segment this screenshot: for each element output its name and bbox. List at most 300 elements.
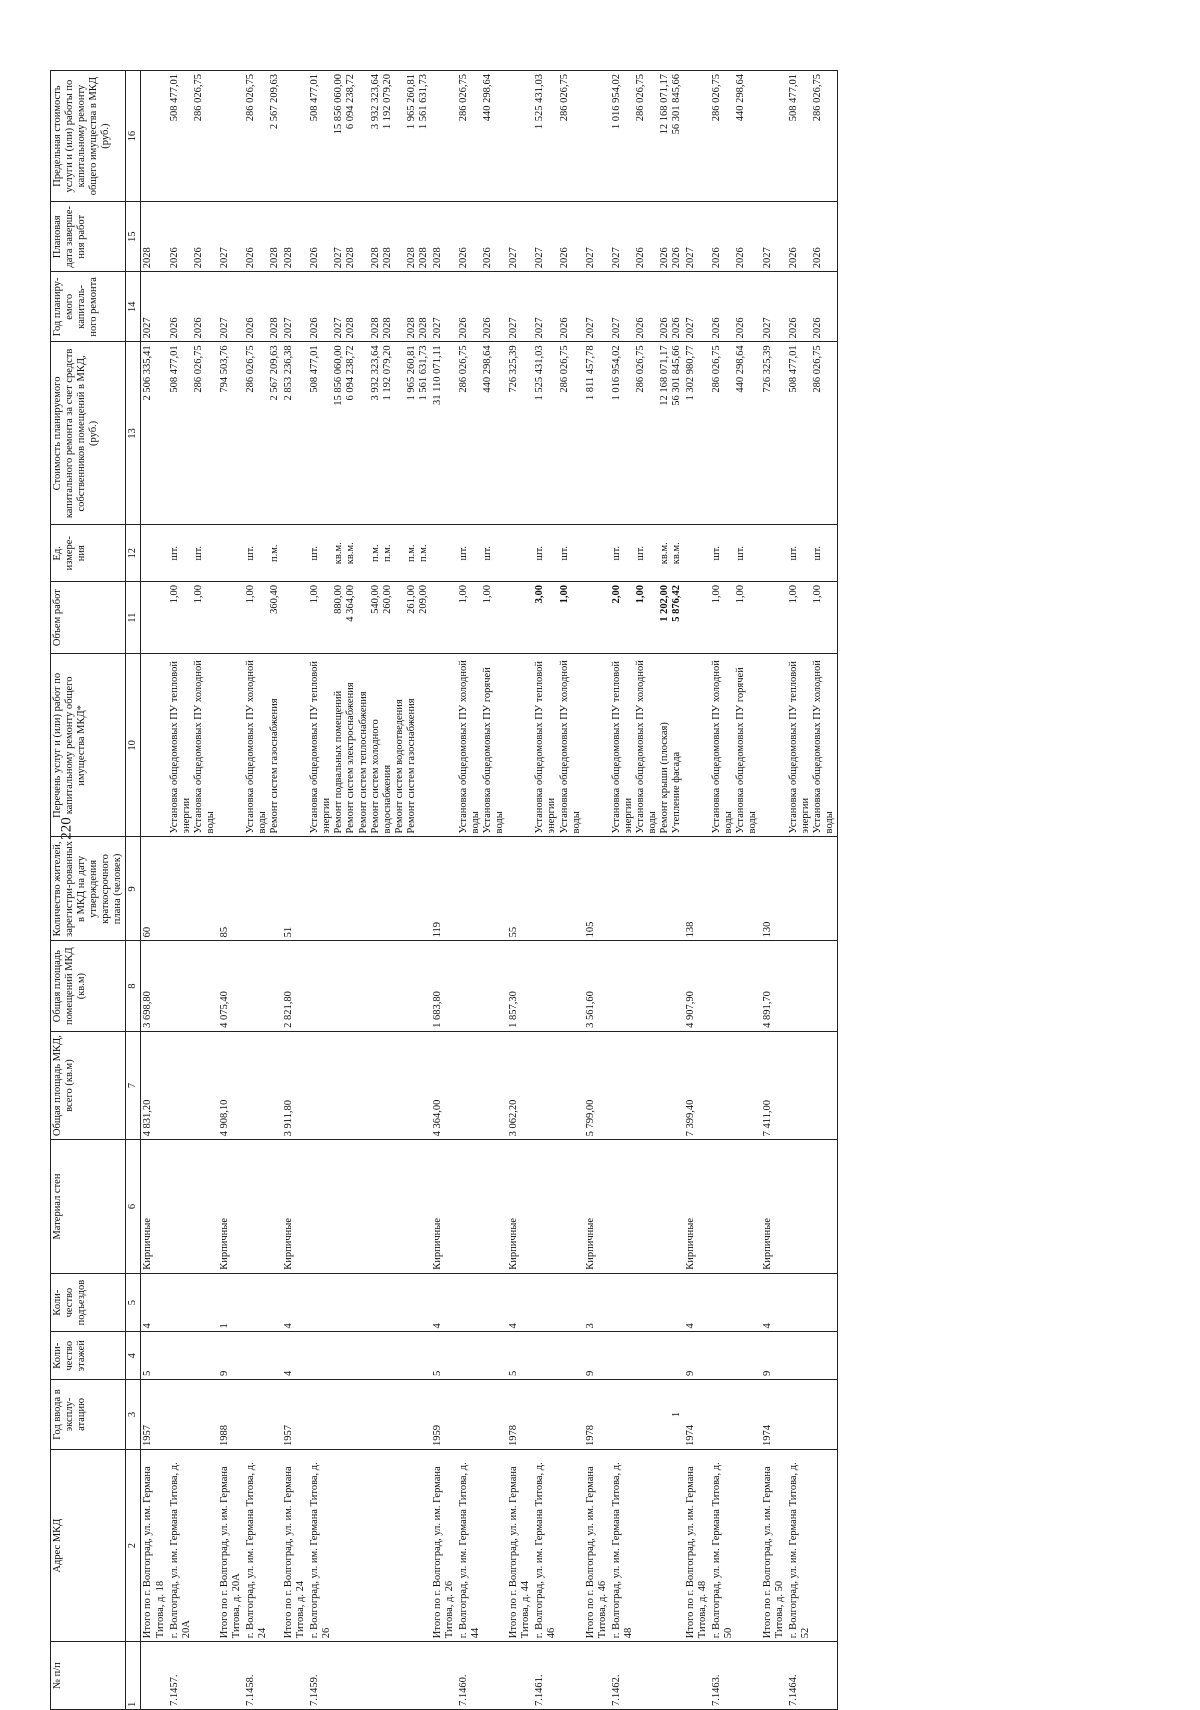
column-number: 7 xyxy=(126,1031,141,1140)
column-number: 8 xyxy=(126,941,141,1031)
total-area-cell xyxy=(787,1031,838,1140)
table-header xyxy=(51,71,141,1710)
repair-year-cell: 2026 2026 xyxy=(710,272,760,342)
page-number: 220 xyxy=(58,817,75,840)
wall-material-cell xyxy=(787,1140,838,1273)
address-cell: г. Волгоград, ул. им. Германа Титова, д. 46 xyxy=(533,1450,583,1642)
works-list-cell xyxy=(431,654,457,837)
floors-cell xyxy=(787,1332,838,1379)
premises-area-cell xyxy=(533,941,583,1031)
works-list-cell xyxy=(761,654,787,837)
commission-year-cell xyxy=(168,1379,218,1449)
repair-year-cell: 2027 xyxy=(761,272,787,342)
repair-year-cell: 2027 xyxy=(507,272,533,342)
column-number: 4 xyxy=(126,1332,141,1379)
unit-cell: шт. кв.м. кв.м. п.м. п.м. п.м. п.м. xyxy=(308,525,431,582)
planned-cost-cell: 31 110 071,11 xyxy=(431,342,457,525)
total-area-cell xyxy=(244,1031,282,1140)
unit-cell xyxy=(584,525,610,582)
commission-year-cell xyxy=(710,1379,760,1449)
wall-material-cell: Кирпичные xyxy=(218,1140,244,1273)
commission-year-cell: 1974 xyxy=(761,1379,787,1449)
work-volume-cell xyxy=(684,582,710,654)
wall-material-cell xyxy=(710,1140,760,1273)
header-cell: Год ввода в эксплу-атацию xyxy=(51,1379,126,1449)
header-cell: Коли-чество подъездов xyxy=(51,1273,126,1332)
max-cost-cell: 508 477,01 286 026,75 xyxy=(787,71,838,202)
works-list-cell: Установка общедомовых ПУ холодной воды Ремонт систем газоснабжения xyxy=(244,654,282,837)
premises-area-cell: 2 821,80 xyxy=(282,941,308,1031)
unit-cell: шт. п.м. xyxy=(244,525,282,582)
table-row xyxy=(168,71,218,1710)
unit-cell xyxy=(141,525,168,582)
commission-year-cell: 1978 xyxy=(507,1379,533,1449)
completion-date-cell: 2027 xyxy=(761,202,787,272)
completion-date-cell: 2026 2026 xyxy=(787,202,838,272)
commission-year-cell: 1957 xyxy=(141,1379,168,1449)
entrances-cell: 4 xyxy=(761,1273,787,1332)
max-cost-cell xyxy=(684,71,710,202)
total-area-cell: 7 411,00 xyxy=(761,1031,787,1140)
address-cell: г. Волгоград, ул. им. Германа Титова, д. 52 xyxy=(787,1450,838,1642)
commission-year-cell xyxy=(787,1379,838,1449)
works-list-cell: Установка общедомовых ПУ холодной воды Установка общедомовых ПУ горячей воды xyxy=(457,654,507,837)
row-number: 7.1464. xyxy=(787,1642,838,1710)
works-list-cell: Установка общедомовых ПУ тепловой энергии Установка общедомовых ПУ холодной воды xyxy=(533,654,583,837)
commission-year-cell: 1974 xyxy=(684,1379,710,1449)
completion-date-cell: 2026 2026 xyxy=(168,202,218,272)
table-row xyxy=(584,71,610,1710)
header-cell: Перечень услуг и (или) работ по капитальному ремонту общего имущества МКД* xyxy=(51,654,126,837)
repair-year-cell: 2026 2028 xyxy=(244,272,282,342)
residents-cell xyxy=(610,837,684,941)
residents-cell xyxy=(787,837,838,941)
completion-date-cell: 2026 2026 xyxy=(457,202,507,272)
entrances-cell xyxy=(533,1273,583,1332)
entrances-cell xyxy=(308,1273,431,1332)
floors-cell: 9 xyxy=(584,1332,610,1379)
repair-year-cell: 2027 2026 2026 2026 xyxy=(610,272,684,342)
table-row xyxy=(710,71,760,1710)
completion-date-cell: 2026 2026 xyxy=(710,202,760,272)
commission-year-cell: 1988 xyxy=(218,1379,244,1449)
completion-date-cell: 2028 xyxy=(282,202,308,272)
floors-cell: 5 xyxy=(507,1332,533,1379)
works-list-cell: Установка общедомовых ПУ тепловой энергии Установка общедомовых ПУ холодной воды xyxy=(787,654,838,837)
column-number: 3 xyxy=(126,1379,141,1449)
address-cell: г. Волгоград, ул. им. Германа Титова, д. 48 xyxy=(610,1450,684,1642)
row-number: 7.1459. xyxy=(308,1642,431,1710)
max-cost-cell xyxy=(761,71,787,202)
entrances-cell: 4 xyxy=(141,1273,168,1332)
completion-date-cell: 2027 xyxy=(218,202,244,272)
column-number: 12 xyxy=(126,525,141,582)
header-row xyxy=(51,71,126,1710)
repair-year-cell: 2027 xyxy=(141,272,168,342)
header-cell: Общая площадь помещений МКД (кв.м) xyxy=(51,941,126,1031)
commission-year-cell: 1959 xyxy=(431,1379,457,1449)
unit-cell: шт. шт. кв.м. кв.м. xyxy=(610,525,684,582)
address-cell: г. Волгоград, ул. им. Германа Титова, д. 26 xyxy=(308,1450,431,1642)
premises-area-cell: 1 683,80 xyxy=(431,941,457,1031)
max-cost-cell xyxy=(282,71,308,202)
completion-date-cell: 2027 xyxy=(584,202,610,272)
work-volume-cell xyxy=(218,582,244,654)
column-number: 5 xyxy=(126,1273,141,1332)
total-area-cell xyxy=(168,1031,218,1140)
entrances-cell: 4 xyxy=(282,1273,308,1332)
max-cost-cell: 286 026,75 2 567 209,63 xyxy=(244,71,282,202)
work-volume-cell: 1,00 1,00 xyxy=(457,582,507,654)
wall-material-cell xyxy=(244,1140,282,1273)
residents-cell: 51 xyxy=(282,837,308,941)
table-row xyxy=(218,71,244,1710)
works-list-cell: Установка общедомовых ПУ тепловой энергии Ремонт подвальных помещений Ремонт систем электроснабжения Ремонт систем теплоснабжения Ремонт систем холодного водоснабжения Ремонт систем водоотведения Ремонт систем газоснабжения xyxy=(308,654,431,837)
commission-year-cell xyxy=(457,1379,507,1449)
premises-area-cell: 3 698,80 xyxy=(141,941,168,1031)
total-area-cell xyxy=(610,1031,684,1140)
repair-year-cell: 2026 2026 xyxy=(168,272,218,342)
floors-cell: 9 xyxy=(761,1332,787,1379)
premises-area-cell xyxy=(168,941,218,1031)
premises-area-cell xyxy=(710,941,760,1031)
floors-cell xyxy=(244,1332,282,1379)
work-volume-cell xyxy=(141,582,168,654)
floors-cell: 5 xyxy=(431,1332,457,1379)
wall-material-cell xyxy=(533,1140,583,1273)
premises-area-cell xyxy=(457,941,507,1031)
work-volume-cell: 1,00 880,00 4 364,00 540,00 260,00 261,00 209,00 xyxy=(308,582,431,654)
unit-cell: шт. шт. xyxy=(710,525,760,582)
unit-cell: шт. шт. xyxy=(457,525,507,582)
wall-material-cell: Кирпичные xyxy=(282,1140,308,1273)
wall-material-cell xyxy=(308,1140,431,1273)
floors-cell xyxy=(168,1332,218,1379)
works-list-cell: Установка общедомовых ПУ холодной воды Установка общедомовых ПУ горячей воды xyxy=(710,654,760,837)
table-row xyxy=(761,71,787,1710)
row-number xyxy=(431,1642,457,1710)
wall-material-cell: Кирпичные xyxy=(431,1140,457,1273)
entrances-cell: 4 xyxy=(431,1273,457,1332)
floors-cell: 9 xyxy=(684,1332,710,1379)
floors-cell xyxy=(533,1332,583,1379)
header-cell: Плановая дата заверше-ния работ xyxy=(51,202,126,272)
works-list-cell xyxy=(684,654,710,837)
residents-cell: 138 xyxy=(684,837,710,941)
residents-cell xyxy=(457,837,507,941)
column-number: 11 xyxy=(126,582,141,654)
entrances-cell: 3 xyxy=(584,1273,610,1332)
max-cost-cell xyxy=(507,71,533,202)
entrances-cell: 4 xyxy=(507,1273,533,1332)
table-row xyxy=(282,71,308,1710)
completion-date-cell: 2028 xyxy=(431,202,457,272)
completion-date-cell: 2026 2027 2028 2028 2028 2028 2028 xyxy=(308,202,431,272)
work-volume-cell xyxy=(507,582,533,654)
wall-material-cell: Кирпичные xyxy=(684,1140,710,1273)
max-cost-cell: 508 477,01 15 856 060,00 6 094 238,72 3 932 323,64 1 192 079,20 1 965 260,81 1 561 631,73 xyxy=(308,71,431,202)
header-cell: № п/п xyxy=(51,1642,126,1710)
floors-cell xyxy=(308,1332,431,1379)
premises-area-cell xyxy=(610,941,684,1031)
header-cell: Объем работ xyxy=(51,582,126,654)
column-number: 14 xyxy=(126,272,141,342)
address-cell: г. Волгоград, ул. им. Германа Титова, д. 24 xyxy=(244,1450,282,1642)
max-cost-cell: 286 026,75 440 298,64 xyxy=(710,71,760,202)
table-row xyxy=(244,71,282,1710)
header-cell: Количество жителей, зарегистри-рованных в МКД на дату утверждения краткосрочного плана (человек) xyxy=(51,837,126,941)
total-area-cell: 4 364,00 xyxy=(431,1031,457,1140)
planned-cost-cell: 726 325,39 xyxy=(761,342,787,525)
residents-cell xyxy=(168,837,218,941)
row-number xyxy=(282,1642,308,1710)
commission-year-cell xyxy=(244,1379,282,1449)
premises-area-cell: 4 907,90 xyxy=(684,941,710,1031)
header-cell: Коли-чество этажей xyxy=(51,1332,126,1379)
header-cell: Материал стен xyxy=(51,1140,126,1273)
commission-year-cell xyxy=(308,1379,431,1449)
planned-cost-cell: 1 302 980,77 xyxy=(684,342,710,525)
planned-cost-cell: 508 477,01 15 856 060,00 6 094 238,72 3 932 323,64 1 192 079,20 1 965 260,81 1 561 631,73 xyxy=(308,342,431,525)
works-list-cell xyxy=(141,654,168,837)
total-area-cell: 4 908,10 xyxy=(218,1031,244,1140)
residents-cell: 130 xyxy=(761,837,787,941)
max-cost-cell: 508 477,01 286 026,75 xyxy=(168,71,218,202)
premises-area-cell: 4 075,40 xyxy=(218,941,244,1031)
residents-cell: 85 xyxy=(218,837,244,941)
planned-cost-cell: 794 503,76 xyxy=(218,342,244,525)
works-list-cell xyxy=(507,654,533,837)
completion-date-cell: 2026 2028 xyxy=(244,202,282,272)
unit-cell: шт. шт. xyxy=(787,525,838,582)
wall-material-cell xyxy=(457,1140,507,1273)
column-number: 9 xyxy=(126,837,141,941)
max-cost-cell: 1 016 954,02 286 026,75 12 168 071,17 56 301 845,66 xyxy=(610,71,684,202)
wall-material-cell: Кирпичные xyxy=(584,1140,610,1273)
repair-year-cell: 2027 xyxy=(431,272,457,342)
max-cost-cell: 286 026,75 440 298,64 xyxy=(457,71,507,202)
table-body xyxy=(141,71,837,1710)
repair-year-cell: 2027 xyxy=(282,272,308,342)
max-cost-cell xyxy=(218,71,244,202)
header-cell: Общая площадь МКД, всего (кв.м) xyxy=(51,1031,126,1140)
residents-cell xyxy=(308,837,431,941)
total-area-cell xyxy=(308,1031,431,1140)
row-number xyxy=(684,1642,710,1710)
max-cost-cell xyxy=(584,71,610,202)
unit-cell: шт. шт. xyxy=(168,525,218,582)
table-row xyxy=(507,71,533,1710)
entrances-cell xyxy=(710,1273,760,1332)
unit-cell xyxy=(761,525,787,582)
planned-cost-cell: 1 016 954,02 286 026,75 12 168 071,17 56 301 845,66 xyxy=(610,342,684,525)
table-row xyxy=(431,71,457,1710)
entrances-cell xyxy=(244,1273,282,1332)
unit-cell xyxy=(684,525,710,582)
entrances-cell xyxy=(168,1273,218,1332)
residents-cell: 119 xyxy=(431,837,457,941)
repair-year-cell: 2026 2026 xyxy=(787,272,838,342)
address-cell: г. Волгоград, ул. им. Германа Титова, д. 44 xyxy=(457,1450,507,1642)
row-number xyxy=(141,1642,168,1710)
works-list-cell xyxy=(584,654,610,837)
planned-cost-cell: 286 026,75 440 298,64 xyxy=(457,342,507,525)
work-volume-cell: 1,00 1,00 xyxy=(710,582,760,654)
entrances-cell: 4 xyxy=(684,1273,710,1332)
unit-cell xyxy=(282,525,308,582)
header-cell: Стоимость планируемого капитального ремонта за счет средств собственников помещений в МКД, (руб.) xyxy=(51,342,126,525)
work-volume-cell xyxy=(584,582,610,654)
row-number xyxy=(218,1642,244,1710)
repair-year-cell: 2027 2026 xyxy=(533,272,583,342)
total-area-cell: 7 399,40 xyxy=(684,1031,710,1140)
max-cost-cell: 1 525 431,03 286 026,75 xyxy=(533,71,583,202)
unit-cell: шт. шт. xyxy=(533,525,583,582)
address-cell: Итого по г. Волгоград, ул. им. Германа Титова, д. 26 xyxy=(431,1450,457,1642)
unit-cell xyxy=(218,525,244,582)
residents-cell xyxy=(244,837,282,941)
address-cell: Итого по г. Волгоград, ул. им. Германа Титова, д. 46 xyxy=(584,1450,610,1642)
floors-cell: 9 xyxy=(218,1332,244,1379)
premises-area-cell xyxy=(787,941,838,1031)
column-number: 2 xyxy=(126,1450,141,1642)
completion-date-cell: 2027 2026 2026 2026 xyxy=(610,202,684,272)
total-area-cell xyxy=(457,1031,507,1140)
header-cell: Ед. измере-ния xyxy=(51,525,126,582)
repair-year-cell: 2027 xyxy=(218,272,244,342)
completion-date-cell: 2027 xyxy=(684,202,710,272)
residents-cell: 105 xyxy=(584,837,610,941)
column-number: 10 xyxy=(126,654,141,837)
address-cell: Итого по г. Волгоград, ул. им. Германа Титова, д. 18 xyxy=(141,1450,168,1642)
wall-material-cell xyxy=(168,1140,218,1273)
work-volume-cell xyxy=(761,582,787,654)
work-volume-cell xyxy=(431,582,457,654)
premises-area-cell: 3 561,60 xyxy=(584,941,610,1031)
planned-cost-cell: 508 477,01 286 026,75 xyxy=(168,342,218,525)
premises-area-cell xyxy=(308,941,431,1031)
total-area-cell: 5 799,00 xyxy=(584,1031,610,1140)
column-number-row xyxy=(126,71,141,1710)
wall-material-cell: Кирпичные xyxy=(761,1140,787,1273)
work-volume-cell: 1,00 1,00 xyxy=(787,582,838,654)
commission-year-cell: 1978 xyxy=(584,1379,610,1449)
address-cell: г. Волгоград, ул. им. Германа Титова, д. 50 xyxy=(710,1450,760,1642)
row-number xyxy=(507,1642,533,1710)
repair-plan-table xyxy=(50,70,838,1710)
address-cell: Итого по г. Волгоград, ул. им. Германа Титова, д. 20А xyxy=(218,1450,244,1642)
completion-date-cell: 2027 xyxy=(507,202,533,272)
address-cell: Итого по г. Волгоград, ул. им. Германа Титова, д. 44 xyxy=(507,1450,533,1642)
rotated-page xyxy=(50,70,1150,1710)
planned-cost-cell: 726 325,39 xyxy=(507,342,533,525)
row-number xyxy=(761,1642,787,1710)
table-row xyxy=(533,71,583,1710)
work-volume-cell: 1,00 360,40 xyxy=(244,582,282,654)
completion-date-cell: 2028 xyxy=(141,202,168,272)
column-number: 15 xyxy=(126,202,141,272)
works-list-cell xyxy=(282,654,308,837)
table-row xyxy=(141,71,168,1710)
planned-cost-cell: 286 026,75 2 567 209,63 xyxy=(244,342,282,525)
address-cell: Итого по г. Волгоград, ул. им. Германа Титова, д. 24 xyxy=(282,1450,308,1642)
floors-cell xyxy=(610,1332,684,1379)
address-cell: г. Волгоград, ул. им. Германа Титова, д. 20А xyxy=(168,1450,218,1642)
work-volume-cell: 2,00 1,00 1 202,00 5 876,42 xyxy=(610,582,684,654)
works-list-cell xyxy=(218,654,244,837)
work-volume-cell: 3,00 1,00 xyxy=(533,582,583,654)
table-row xyxy=(457,71,507,1710)
wall-material-cell: Кирпичные xyxy=(141,1140,168,1273)
entrances-cell xyxy=(457,1273,507,1332)
repair-year-cell: 2026 2027 2028 2028 2028 2028 2028 xyxy=(308,272,431,342)
floors-cell xyxy=(457,1332,507,1379)
row-number: 7.1458. xyxy=(244,1642,282,1710)
row-number: 7.1457. xyxy=(168,1642,218,1710)
row-number: 7.1463. xyxy=(710,1642,760,1710)
entrances-cell: 1 xyxy=(218,1273,244,1332)
row-number: 7.1462. xyxy=(610,1642,684,1710)
planned-cost-cell: 508 477,01 286 026,75 xyxy=(787,342,838,525)
row-number xyxy=(584,1642,610,1710)
residents-cell xyxy=(710,837,760,941)
commission-year-cell: 1 xyxy=(610,1379,684,1449)
premises-area-cell xyxy=(244,941,282,1031)
premises-area-cell: 4 891,70 xyxy=(761,941,787,1031)
table-row xyxy=(787,71,838,1710)
commission-year-cell: 1957 xyxy=(282,1379,308,1449)
entrances-cell xyxy=(787,1273,838,1332)
column-number: 1 xyxy=(126,1642,141,1710)
wall-material-cell: Кирпичные xyxy=(507,1140,533,1273)
planned-cost-cell: 286 026,75 440 298,64 xyxy=(710,342,760,525)
total-area-cell: 4 831,20 xyxy=(141,1031,168,1140)
planned-cost-cell: 1 811 457,78 xyxy=(584,342,610,525)
wall-material-cell xyxy=(610,1140,684,1273)
floors-cell: 5 xyxy=(141,1332,168,1379)
total-area-cell xyxy=(710,1031,760,1140)
total-area-cell: 3 062,20 xyxy=(507,1031,533,1140)
floors-cell: 4 xyxy=(282,1332,308,1379)
planned-cost-cell: 2 853 236,38 xyxy=(282,342,308,525)
max-cost-cell xyxy=(431,71,457,202)
completion-date-cell: 2027 2026 xyxy=(533,202,583,272)
column-number: 16 xyxy=(126,71,141,202)
repair-year-cell: 2027 xyxy=(684,272,710,342)
column-number: 6 xyxy=(126,1140,141,1273)
unit-cell xyxy=(507,525,533,582)
work-volume-cell xyxy=(282,582,308,654)
table-row xyxy=(684,71,710,1710)
premises-area-cell: 1 857,30 xyxy=(507,941,533,1031)
row-number: 7.1461. xyxy=(533,1642,583,1710)
table-row xyxy=(610,71,684,1710)
works-list-cell: Установка общедомовых ПУ тепловой энергии Установка общедомовых ПУ холодной воды xyxy=(168,654,218,837)
planned-cost-cell: 2 506 335,41 xyxy=(141,342,168,525)
work-volume-cell: 1,00 1,00 xyxy=(168,582,218,654)
floors-cell xyxy=(710,1332,760,1379)
max-cost-cell xyxy=(141,71,168,202)
total-area-cell xyxy=(533,1031,583,1140)
unit-cell xyxy=(431,525,457,582)
residents-cell xyxy=(533,837,583,941)
residents-cell: 55 xyxy=(507,837,533,941)
residents-cell: 60 xyxy=(141,837,168,941)
column-number: 13 xyxy=(126,342,141,525)
address-cell: Итого по г. Волгоград, ул. им. Германа Титова, д. 48 xyxy=(684,1450,710,1642)
commission-year-cell xyxy=(533,1379,583,1449)
header-cell: Адрес МКД xyxy=(51,1450,126,1642)
